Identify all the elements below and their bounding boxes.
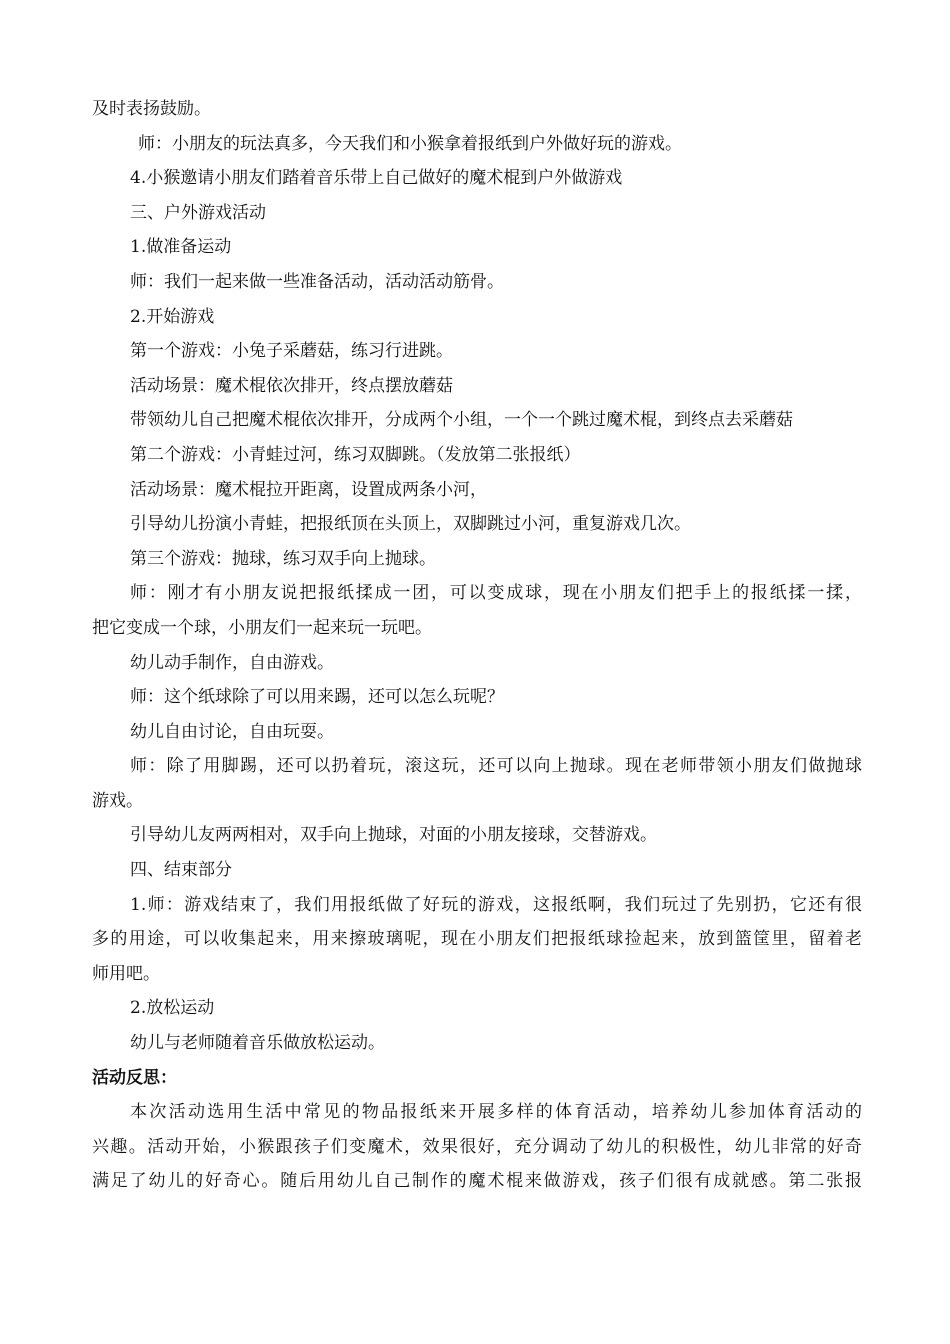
text-line: 师用吧。	[92, 963, 160, 984]
section-heading: 四、结束部分	[130, 860, 232, 881]
text-line: 多的用途，可以收集起来，用来擦玻璃呢，现在小朋友们把报纸球捡起来，放到篮筐里，留着老	[92, 929, 862, 950]
text-line: 第三个游戏：抛球，练习双手向上抛球。	[130, 548, 436, 569]
text-line: 带领幼儿自己把魔术棍依次排开，分成两个小组，一个一个跳过魔术棍，到终点去采蘑菇	[130, 410, 793, 431]
text-line: 及时表扬鼓励。	[92, 99, 211, 119]
text-line: 幼儿与老师随着音乐做放松运动。	[130, 1033, 385, 1054]
step-heading: 1.做准备运动	[130, 237, 232, 258]
text-line: 师：小朋友的玩法真多，今天我们和小猴拿着报纸到户外做好玩的游戏。	[138, 133, 682, 154]
step-heading: 2.放松运动	[130, 998, 215, 1019]
text-line: 兴趣。活动开始，小猴跟孩子们变魔术，效果很好，充分调动了幼儿的积极性，幼儿非常的好奇	[92, 1136, 862, 1157]
text-line: 满足了幼儿的好奇心。随后用幼儿自己制作的魔术棍来做游戏，孩子们很有成就感。第二张报	[92, 1171, 862, 1192]
text-line: 本次活动选用生活中常见的物品报纸来开展多样的体育活动，培养幼儿参加体育活动的	[130, 1102, 862, 1123]
text-line: 引导幼儿友两两相对，双手向上抛球，对面的小朋友接球，交替游戏。	[130, 825, 657, 846]
reflection-heading: 活动反思：	[92, 1067, 177, 1088]
text-line: 活动场景：魔术棍依次排开，终点摆放蘑菇	[130, 375, 453, 396]
text-line: 师：除了用脚踢，还可以扔着玩，滚这玩，还可以向上抛球。现在老师带领小朋友们做抛球	[130, 756, 862, 777]
text-line: 把它变成一个球，小朋友们一起来玩一玩吧。	[92, 617, 432, 638]
text-line: 4.小猴邀请小朋友们踏着音乐带上自己做好的魔术棍到户外做游戏	[130, 168, 623, 189]
text-line: 师：这个纸球除了可以用来踢，还可以怎么玩呢？	[130, 687, 504, 708]
text-line: 第一个游戏：小兔子采蘑菇，练习行进跳。	[130, 341, 453, 362]
text-line: 活动场景：魔术棍拉开距离，设置成两条小河，	[130, 479, 487, 500]
text-line: 师：刚才有小朋友说把报纸揉成一团，可以变成球，现在小朋友们把手上的报纸揉一揉，	[130, 583, 862, 604]
text-line: 1.师：游戏结束了，我们用报纸做了好玩的游戏，这报纸啊，我们玩过了先别扔，它还有很	[130, 894, 862, 915]
text-line: 师：我们一起来做一些准备活动，活动活动筋骨。	[130, 271, 504, 292]
text-line: 第二个游戏：小青蛙过河，练习双脚跳。（发放第二张报纸）	[130, 444, 581, 465]
text-line: 幼儿动手制作，自由游戏。	[130, 652, 334, 673]
document-body	[92, 92, 862, 1199]
step-heading: 2.开始游戏	[130, 306, 215, 327]
text-line: 引导幼儿扮演小青蛙，把报纸顶在头顶上，双脚跳过小河，重复游戏几次。	[130, 514, 691, 535]
section-heading: 三、户外游戏活动	[130, 202, 266, 223]
text-line: 幼儿自由讨论，自由玩耍。	[130, 721, 334, 742]
text-line: 游戏。	[92, 790, 143, 811]
